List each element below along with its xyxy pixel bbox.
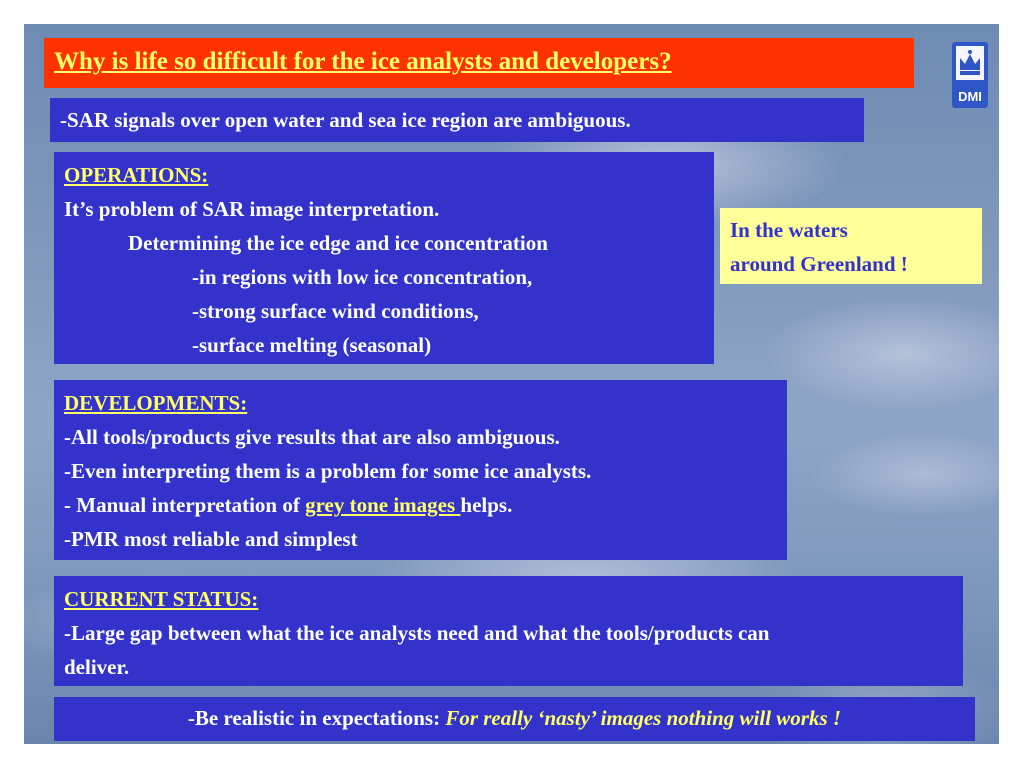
developments-heading: DEVELOPMENTS: bbox=[64, 391, 248, 415]
expectations-emphasis: For really ‘nasty’ images nothing will works ! bbox=[445, 706, 842, 730]
grey-tone-images-text: grey tone images bbox=[305, 493, 461, 517]
greenland-note-line: around Greenland ! bbox=[730, 252, 908, 276]
greenland-note-box bbox=[720, 208, 982, 284]
slide-title-box bbox=[44, 38, 914, 88]
operations-box bbox=[54, 152, 714, 364]
sar-summary-text: -SAR signals over open water and sea ice region are ambiguous. bbox=[60, 108, 631, 132]
sar-summary-box bbox=[50, 98, 864, 142]
developments-line bbox=[64, 488, 777, 522]
current-status-box bbox=[54, 576, 963, 686]
developments-line: -Even interpreting them is a problem for some ice analysts. bbox=[64, 459, 592, 483]
developments-line3-suffix: helps. bbox=[460, 493, 513, 517]
slide-background bbox=[24, 24, 999, 744]
developments-line3-prefix: - Manual interpretation of bbox=[64, 493, 306, 517]
slide-title: Why is life so difficult for the ice analysts and developers? bbox=[54, 48, 672, 75]
expectations-prefix: -Be realistic in expectations: bbox=[187, 706, 446, 730]
dmi-logo-text: DMI bbox=[958, 89, 982, 104]
operations-line: Determining the ice edge and ice concentration bbox=[128, 231, 548, 255]
crown-icon bbox=[952, 42, 988, 82]
expectations-box bbox=[54, 697, 975, 741]
operations-line: -strong surface wind conditions, bbox=[192, 299, 479, 323]
developments-line: -PMR most reliable and simplest bbox=[64, 527, 358, 551]
operations-heading: OPERATIONS: bbox=[64, 163, 209, 187]
current-status-text: -Large gap between what the ice analysts need and what the tools/products can deliver. bbox=[64, 621, 770, 679]
current-status-heading: CURRENT STATUS: bbox=[64, 587, 259, 611]
dmi-logo bbox=[952, 42, 988, 108]
operations-line: -in regions with low ice concentration, bbox=[192, 265, 533, 289]
operations-line: It’s problem of SAR image interpretation. bbox=[64, 197, 440, 221]
operations-line: -surface melting (seasonal) bbox=[192, 333, 432, 357]
greenland-note-line: In the waters bbox=[730, 218, 848, 242]
developments-line: -All tools/products give results that are also ambiguous. bbox=[64, 425, 560, 449]
developments-box bbox=[54, 380, 787, 560]
